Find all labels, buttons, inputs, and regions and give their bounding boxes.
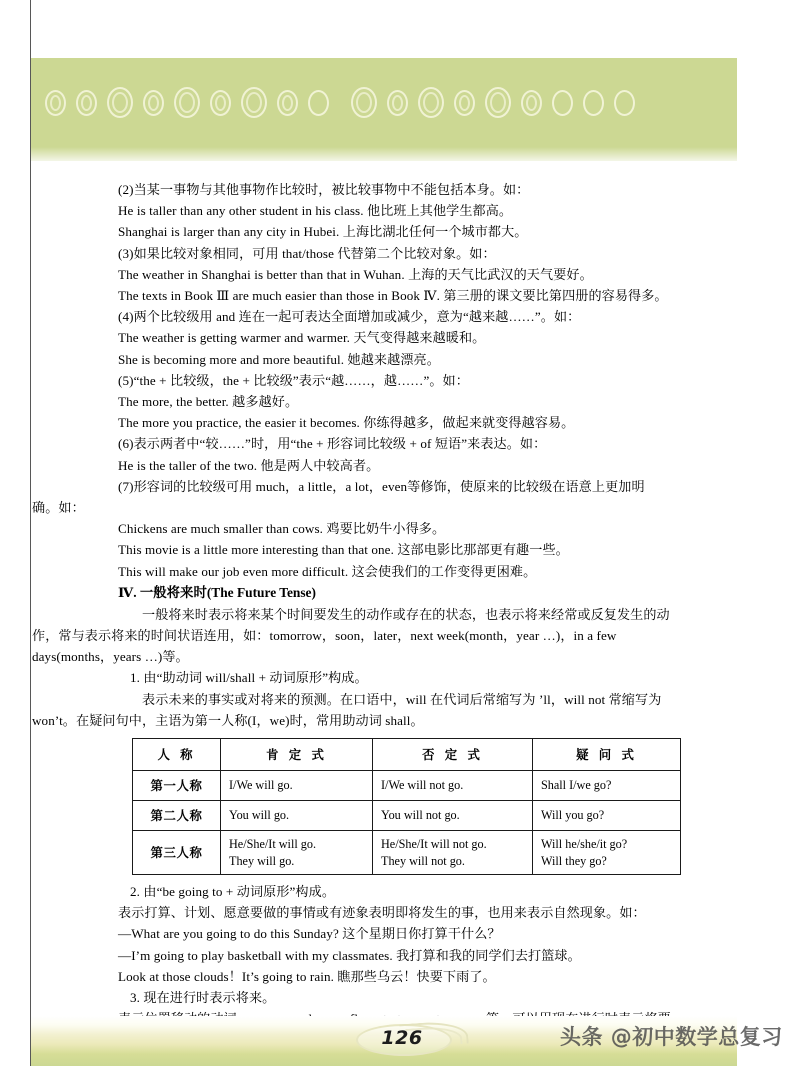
body-line: (2)当某一事物与其他事物作比较时，被比较事物中不能包括本身。如： — [118, 182, 530, 197]
table-row — [133, 801, 681, 831]
body-line: (6)表示两者中“较……”时，用“the + 形容词比较级 + of 短语”来表达。如： — [118, 436, 547, 452]
decorative-ring-row — [31, 87, 737, 118]
table-header-row — [133, 739, 681, 771]
table-cell-affirmative — [221, 801, 373, 831]
table-cell-negative — [373, 771, 533, 801]
oval-ring-icon — [485, 87, 511, 118]
body-line: The weather in Shanghai is better than that in Wuhan. 上海的天气比武汉的天气要好。 — [118, 266, 593, 282]
oval-ring-icon — [351, 87, 377, 118]
table-cell-text: Shall I/we go? — [541, 778, 612, 793]
table-header-affirmative: 肯 定 式 — [221, 739, 373, 771]
body-line: (4)两个比较级用 and 连在一起可表达全面增加或减少，意为“越来越……”。如： — [118, 309, 581, 325]
table-cell-text: He/She/It will not go. — [381, 836, 487, 851]
oval-ring-icon — [454, 90, 475, 116]
item1-line: 表示未来的事实或对将来的预测。在口语中，will 在代词后常缩写为 ’ll，will not 常缩写为 — [142, 691, 662, 707]
page-number: 126 — [381, 1027, 423, 1049]
oval-ring-icon — [308, 90, 329, 116]
page-content — [32, 179, 710, 1030]
table-cell-negative — [373, 831, 533, 875]
table-cell-person: 第二人称 — [133, 801, 221, 831]
table-cell-interrogative — [533, 831, 681, 875]
body-line: This movie is a little more interesting than that one. 这部电影比那部更有趣一些。 — [118, 542, 569, 558]
section-intro-line: days(months，years …)等。 — [32, 649, 189, 665]
oval-ring-icon — [76, 90, 97, 116]
body-line: (7)形容词的比较级可用 much，a little，a lot，even等修饰，使原来的比较级在语意上更加明 — [118, 478, 645, 494]
oval-ring-icon — [552, 90, 573, 116]
body-line: The more, the better. 越多越好。 — [118, 394, 299, 410]
future-tense-table — [132, 738, 681, 875]
body-line: This will make our job even more difficult. 这会使我们的工作变得更困难。 — [118, 563, 537, 579]
body-line: Shanghai is larger than any city in Hubei. 上海比湖北任何一个城市都大。 — [118, 224, 528, 240]
table-row — [133, 771, 681, 801]
table-cell-text: You will go. — [229, 808, 290, 823]
oval-ring-icon — [107, 87, 133, 118]
item2-title: 2. 由“be going to + 动词原形”构成。 — [130, 884, 336, 900]
section-intro-line: 作，常与表示将来的时间状语连用，如：tomorrow，soon，later，next week(month，year …)，in a few — [32, 628, 617, 644]
oval-ring-icon — [521, 90, 542, 116]
table-row — [133, 831, 681, 875]
body-line: The more you practice, the easier it becomes. 你练得越多，做起来就变得越容易。 — [118, 415, 575, 431]
table-cell-affirmative — [221, 831, 373, 875]
table-cell-interrogative — [533, 801, 681, 831]
oval-ring-icon — [277, 90, 298, 116]
table-cell-affirmative — [221, 771, 373, 801]
table-cell-text: Will he/she/it go? — [541, 836, 628, 851]
future-tense-table-wrapper — [132, 738, 680, 875]
section-heading-future-tense: Ⅳ. 一般将来时(The Future Tense) — [118, 584, 316, 600]
table-header-person: 人 称 — [133, 739, 221, 771]
item2-line: —I’m going to play basketball with my classmates. 我打算和我的同学们去打篮球。 — [118, 947, 581, 963]
table-cell-text: They will go. — [229, 853, 295, 868]
oval-ring-icon — [45, 90, 66, 116]
table-cell-negative — [373, 801, 533, 831]
table-cell-text: You will not go. — [381, 808, 460, 823]
body-line: (3)如果比较对象相同，可用 that/those 代替第二个比较对象。如： — [118, 245, 496, 261]
table-cell-interrogative — [533, 771, 681, 801]
table-cell-person: 第三人称 — [133, 831, 221, 875]
table-header-negative: 否 定 式 — [373, 739, 533, 771]
table-cell-text: Will they go? — [541, 853, 607, 868]
table-header-interrogative: 疑 问 式 — [533, 739, 681, 771]
item1-title: 1. 由“助动词 will/shall + 动词原形”构成。 — [130, 670, 368, 686]
oval-ring-icon — [614, 90, 635, 116]
oval-ring-icon — [143, 90, 164, 116]
watermark-text: 头条 @初中数学总复习 — [560, 1025, 783, 1049]
oval-ring-icon — [418, 87, 444, 118]
table-cell-text: Will you go? — [541, 808, 605, 823]
body-line: He is the taller of the two. 他是两人中较高者。 — [118, 457, 380, 473]
item3-title: 3. 现在进行时表示将来。 — [130, 990, 276, 1006]
body-line: The weather is getting warmer and warmer. 天气变得越来越暖和。 — [118, 330, 486, 346]
section-intro-line: 一般将来时表示将来某个时间要发生的动作或存在的状态，也表示将来经常或反复发生的动 — [142, 606, 670, 622]
table-cell-text: They will not go. — [381, 853, 465, 868]
oval-ring-icon — [241, 87, 267, 118]
oval-ring-icon — [174, 87, 200, 118]
table-cell-text: He/She/It will go. — [229, 836, 316, 851]
body-line-continuation: 确。如： — [32, 500, 85, 516]
body-line: Chickens are much smaller than cows. 鸡要比奶牛小得多。 — [118, 521, 446, 537]
oval-ring-icon — [583, 90, 604, 116]
item1-line: won’t。在疑问句中，主语为第一人称(I，we)时，常用助动词 shall。 — [32, 712, 424, 728]
item2-line: 表示打算、计划、愿意要做的事情或有迹象表明即将发生的事，也用来表示自然现象。如： — [118, 905, 646, 921]
item2-line: Look at those clouds！It’s going to rain. 瞧那些乌云！快要下雨了。 — [118, 968, 496, 984]
page-header-band — [31, 58, 737, 161]
body-line: She is becoming more and more beautiful. 她越来越漂亮。 — [118, 351, 440, 367]
body-line: (5)“the + 比较级，the + 比较级”表示“越……，越……”。如： — [118, 372, 469, 388]
item2-line: —What are you going to do this Sunday? 这个星期日你打算干什么？ — [118, 926, 501, 942]
page-number-badge — [352, 1022, 468, 1056]
body-line: He is taller than any other student in his class. 他比班上其他学生都高。 — [118, 203, 513, 219]
oval-ring-icon — [387, 90, 408, 116]
table-cell-person: 第一人称 — [133, 771, 221, 801]
table-cell-text: I/We will not go. — [381, 778, 464, 793]
body-line: The texts in Book Ⅲ are much easier than those in Book Ⅳ. 第三册的课文要比第四册的容易得多。 — [118, 288, 668, 304]
oval-ring-icon — [210, 90, 231, 116]
table-cell-text: I/We will go. — [229, 778, 293, 793]
